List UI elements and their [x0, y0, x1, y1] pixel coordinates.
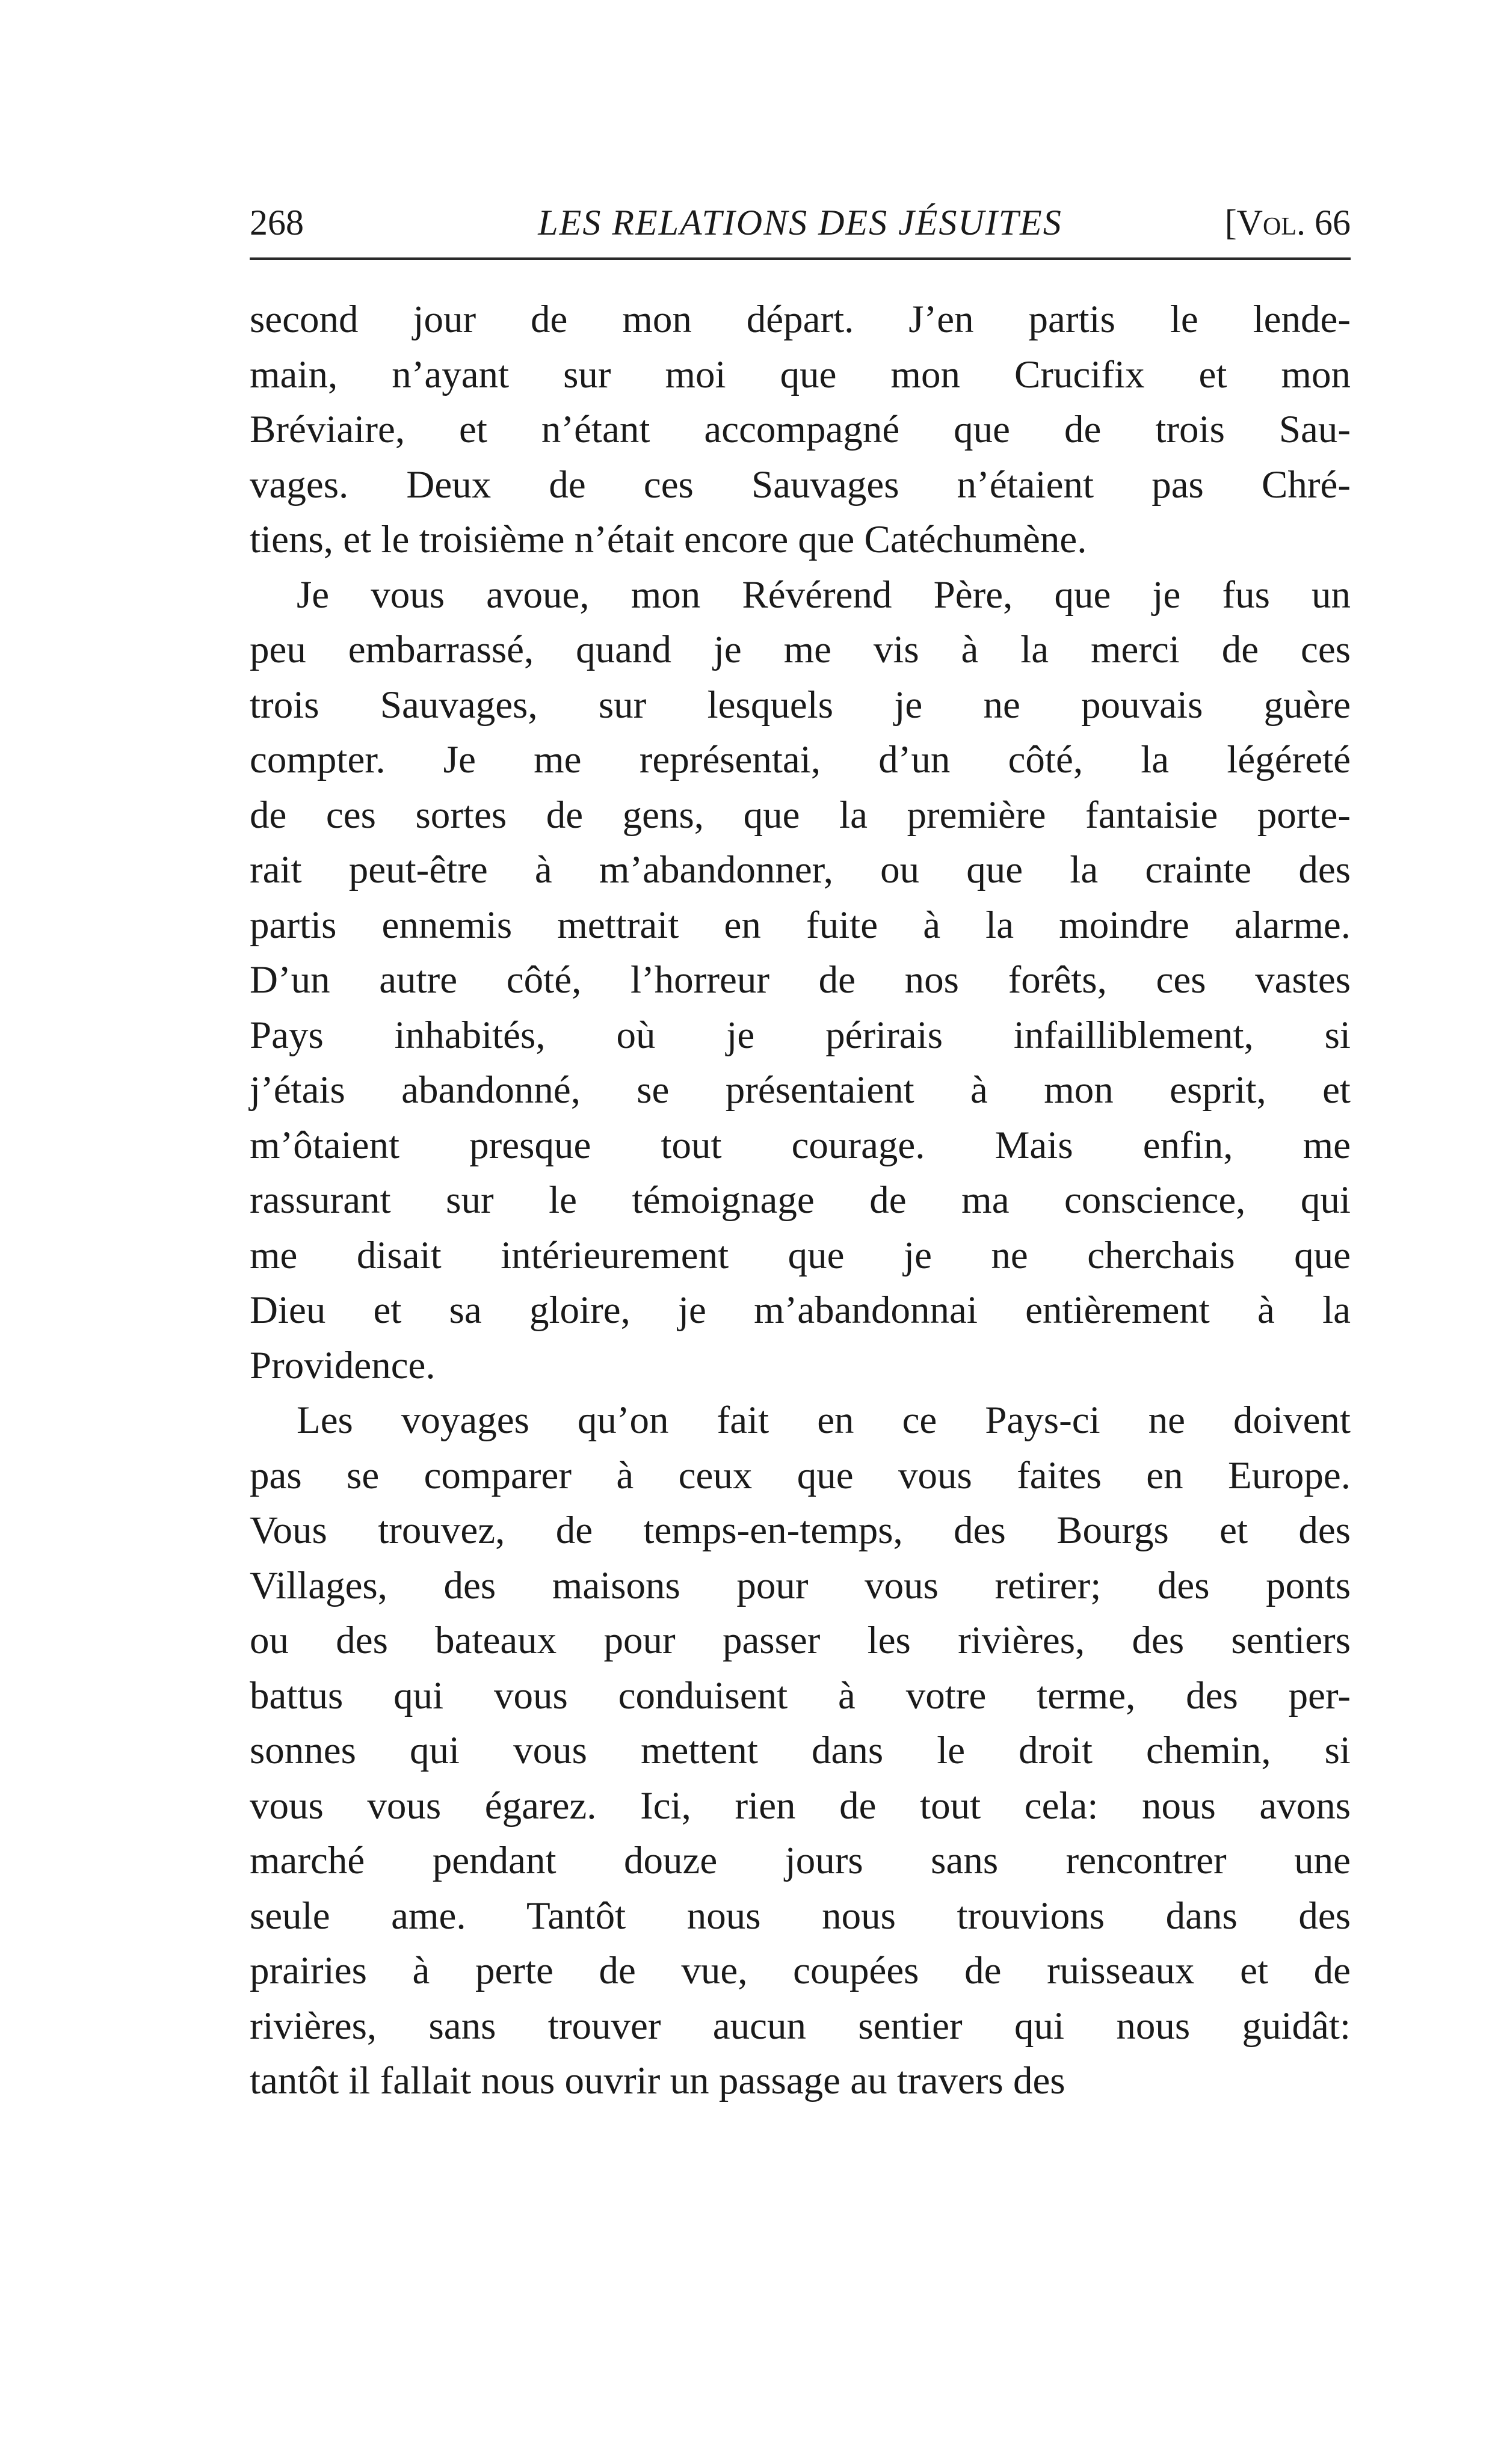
text-line: seule ame. Tantôt nous nous trouvions dans des [250, 1894, 1351, 1938]
text-line: rait peut-être à m’abandonner, ou que la crainte des [250, 848, 1351, 892]
text-line: sonnes qui vous mettent dans le droit chemin, si [250, 1729, 1351, 1772]
text-line: Pays inhabités, où je périrais infailliblement, si [250, 1013, 1351, 1057]
text-line: vous vous égarez. Ici, rien de tout cela: nous avons [250, 1784, 1351, 1828]
header-rule [250, 257, 1351, 260]
text-line: compter. Je me représentai, d’un côté, la légéreté [250, 738, 1351, 781]
text-line: partis ennemis mettrait en fuite à la moindre alarme. [250, 903, 1351, 947]
text-line: marché pendant douze jours sans rencontrer une [250, 1839, 1351, 1882]
text-line: prairies à perte de vue, coupées de ruisseaux et de [250, 1949, 1351, 1992]
body-text [250, 292, 1351, 2109]
paragraph [250, 1393, 1351, 2109]
text-line: Dieu et sa gloire, je m’abandonnai entièrement à la [250, 1289, 1351, 1332]
text-line: Je vous avoue, mon Révérend Père, que je fus un [297, 573, 1351, 617]
text-line: D’un autre côté, l’horreur de nos forêts, ces vastes [250, 958, 1351, 1002]
paragraph [250, 568, 1351, 1394]
text-line: trois Sauvages, sur lesquels je ne pouvais guère [250, 683, 1351, 727]
text-line: Providence. [250, 1343, 436, 1387]
text-line: j’étais abandonné, se présentaient à mon esprit, et [250, 1068, 1351, 1112]
text-line: rivières, sans trouver aucun sentier qui nous guidât: [250, 2004, 1351, 2048]
text-line: rassurant sur le témoignage de ma conscience, qui [250, 1178, 1351, 1222]
paragraph [250, 292, 1351, 568]
text-line: Les voyages qu’on fait en ce Pays-ci ne doivent [297, 1399, 1351, 1442]
text-line: de ces sortes de gens, que la première fantaisie porte- [250, 793, 1351, 837]
page-number: 268 [250, 203, 304, 242]
text-line: tantôt il fallait nous ouvrir un passage au travers des [250, 2059, 1065, 2102]
text-line: Bréviaire, et n’étant accompagné que de trois Sau- [250, 408, 1351, 451]
text-line: m’ôtaient presque tout courage. Mais enfin, me [250, 1123, 1351, 1167]
text-line: me disait intérieurement que je ne cherchais que [250, 1233, 1351, 1277]
text-line: main, n’ayant sur moi que mon Crucifix et mon [250, 353, 1351, 396]
text-line: peu embarrassé, quand je me vis à la merci de ces [250, 628, 1351, 671]
volume-label: [Vol. 66 [1224, 203, 1351, 242]
text-line: Vous trouvez, de temps-en-temps, des Bourgs et des [250, 1509, 1351, 1552]
running-header [250, 199, 1351, 247]
text-line: vages. Deux de ces Sauvages n’étaient pas Chré- [250, 463, 1351, 507]
text-line: Villages, des maisons pour vous retirer; des ponts [250, 1563, 1351, 1607]
text-line: ou des bateaux pour passer les rivières, des sentiers [250, 1619, 1351, 1662]
text-line: battus qui vous conduisent à votre terme, des per- [250, 1674, 1351, 1717]
text-line: tiens, et le troisième n’était encore que Catéchumène. [250, 518, 1087, 561]
text-line: second jour de mon départ. J’en partis le lende- [250, 298, 1351, 341]
running-title: LES RELATIONS DES JÉSUITES [538, 203, 1062, 242]
text-line: pas se comparer à ceux que vous faites en Europe. [250, 1453, 1351, 1497]
